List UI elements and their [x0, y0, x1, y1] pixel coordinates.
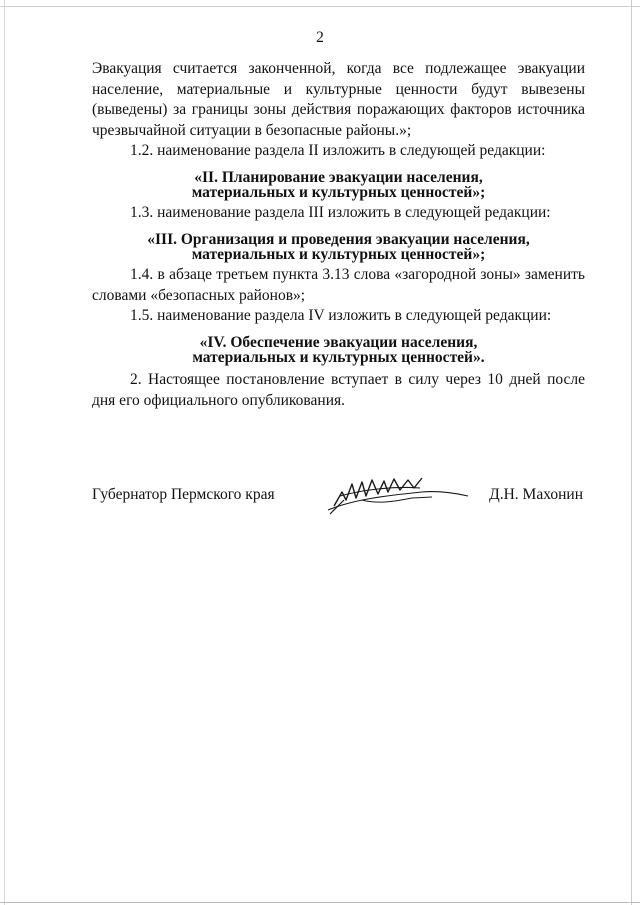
- item-1-3: 1.3. наименование раздела III изложить в следующей редакции:: [130, 204, 551, 221]
- item-1-4: 1.4. в абзаце третьем пункта 3.13 слова «загородной зоны» заменить словами «безопасных районов»;: [92, 266, 585, 304]
- scan-edge-bottom: [0, 902, 640, 903]
- heading-section-2-line2: материальных и культурных ценностей»;: [191, 184, 486, 201]
- scan-edge-left: [4, 0, 5, 905]
- heading-section-3-line1: «III. Организация и проведения эвакуации населения,: [147, 231, 530, 248]
- signatory-name: Д.Н. Махонин: [489, 486, 583, 503]
- heading-section-4-line2: материальных и культурных ценностей».: [192, 349, 485, 366]
- heading-section-4-line1: «IV. Обеспечение эвакуации населения,: [199, 334, 478, 351]
- heading-section-2-line1: «II. Планирование эвакуации населения,: [194, 169, 483, 186]
- scan-edge-top: [0, 6, 640, 7]
- heading-section-4: [92, 335, 585, 365]
- heading-section-3-line2: материальных и культурных ценностей»;: [191, 246, 486, 263]
- signatory-title: Губернатор Пермского края: [92, 486, 275, 503]
- paragraph-evacuation-completed: Эвакуация считается законченной, когда все подлежащее эвакуации население, материальные и культурные ценности будут вывезены (выведены) за границы зоны действия поражающих факторов источника чрезвычайной ситуации в безопасные районы.»;: [92, 60, 585, 139]
- item-1-2: 1.2. наименование раздела II изложить в следующей редакции:: [130, 142, 546, 159]
- item-1-5: 1.5. наименование раздела IV изложить в следующей редакции:: [130, 307, 552, 324]
- item-2-effective-date: 2. Настоящее постановление вступает в силу через 10 дней после дня его официального опубликования.: [92, 371, 585, 409]
- page-number: 2: [316, 29, 324, 46]
- handwritten-signature: [322, 470, 472, 520]
- heading-section-2: [92, 170, 585, 200]
- heading-section-3: [92, 232, 585, 262]
- scan-edge-right: [631, 0, 632, 905]
